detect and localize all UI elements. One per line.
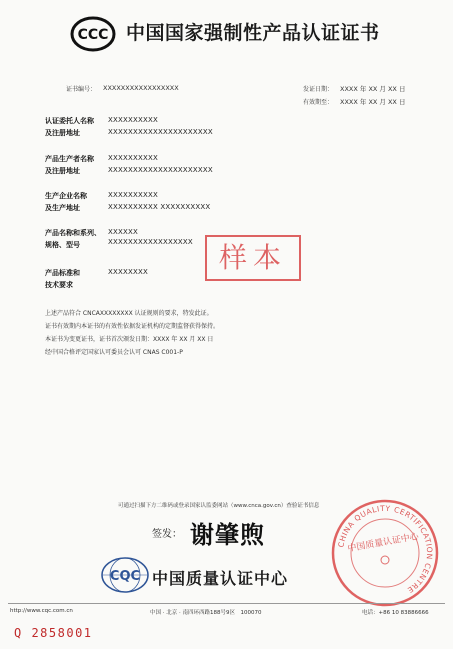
ccc-mark-icon — [70, 15, 116, 53]
phone: 电话：+86 10 83886666 — [362, 610, 429, 616]
svg-text:CHINA QUALITY CERTIFICATION CE: CHINA QUALITY CERTIFICATION CENTRE — [336, 503, 435, 595]
valid-until-value: XXXX 年 XX 月 XX 日 — [340, 98, 406, 106]
tech-requirements-label: 技术要求 — [45, 281, 73, 289]
valid-until-label: 有效期至： — [303, 99, 334, 106]
factory-address-value: XXXXXXXXXX XXXXXXXXXX — [108, 203, 211, 211]
factory-label: 生产企业名称 — [45, 192, 87, 200]
factory-value: XXXXXXXXXX — [108, 191, 158, 199]
cert-number-label: 证书编号： — [66, 86, 97, 93]
issue-date-label: 发证日期： — [303, 86, 334, 93]
statement-line-1: 上述产品符合 CNCAXXXXXXXX 认证规则的要求，特发此证。 — [45, 310, 213, 317]
cert-number-value: XXXXXXXXXXXXXXXXX — [103, 84, 179, 92]
applicant-value: XXXXXXXXXX — [108, 116, 158, 124]
manufacturer-address-label: 及注册地址 — [45, 167, 80, 175]
applicant-address-label: 及注册地址 — [45, 129, 80, 137]
signature: 谢肇煦 — [190, 520, 265, 549]
manufacturer-label: 产品生产者名称 — [45, 155, 94, 163]
factory-address-label: 及生产地址 — [45, 204, 80, 212]
product-label: 产品名称和系列、 — [45, 229, 101, 237]
svg-text:CQC: CQC — [109, 569, 141, 584]
footer-divider — [8, 603, 445, 604]
svg-text:中国质量认证中心: 中国质量认证中心 — [346, 531, 420, 555]
statement-line-3: 本证书为变更证书，证书首次颁发日期：XXXX 年 XX 月 XX 日 — [45, 336, 214, 343]
statement-line-2: 证书有效期内本证书的有效性依据发证机构的定期监督获得保持。 — [45, 323, 220, 330]
org-name: 中国质量认证中心 — [152, 569, 289, 588]
cqc-logo-icon — [100, 556, 150, 594]
serial-number: Q 2858001 — [14, 626, 93, 640]
product-model-value: XXXXXXXXXXXXXXXXX — [108, 238, 193, 246]
standard-value: XXXXXXXX — [108, 268, 148, 276]
product-value: XXXXXX — [108, 228, 138, 236]
applicant-address-value: XXXXXXXXXXXXXXXXXXXXX — [108, 128, 213, 136]
standard-label: 产品标准和 — [45, 269, 80, 277]
page-title: 中国国家强制性产品认证证书 — [126, 22, 380, 44]
sample-stamp: 样本 — [205, 235, 301, 281]
manufacturer-value: XXXXXXXXXX — [108, 154, 158, 162]
sign-label: 签发： — [152, 529, 182, 540]
svg-text:CCC: CCC — [77, 27, 109, 43]
verify-note: 可通过扫描下方二维码或登录国家认监委网站（www.cnca.gov.cn）查验证书信息 — [118, 503, 320, 509]
product-model-label: 规格、型号 — [45, 241, 80, 249]
issue-date-value: XXXX 年 XX 月 XX 日 — [340, 85, 406, 93]
certification-seal — [330, 498, 440, 608]
address: 中国 · 北京 · 南四环西路188号9区 100070 — [150, 610, 262, 616]
manufacturer-address-value: XXXXXXXXXXXXXXXXXXXXX — [108, 166, 213, 174]
statement-line-4: 经中国合格评定国家认可委员会认可 CNAS C001-P — [45, 349, 183, 356]
applicant-label: 认证委托人名称 — [45, 117, 94, 125]
website-link[interactable]: http://www.cqc.com.cn — [10, 608, 73, 614]
